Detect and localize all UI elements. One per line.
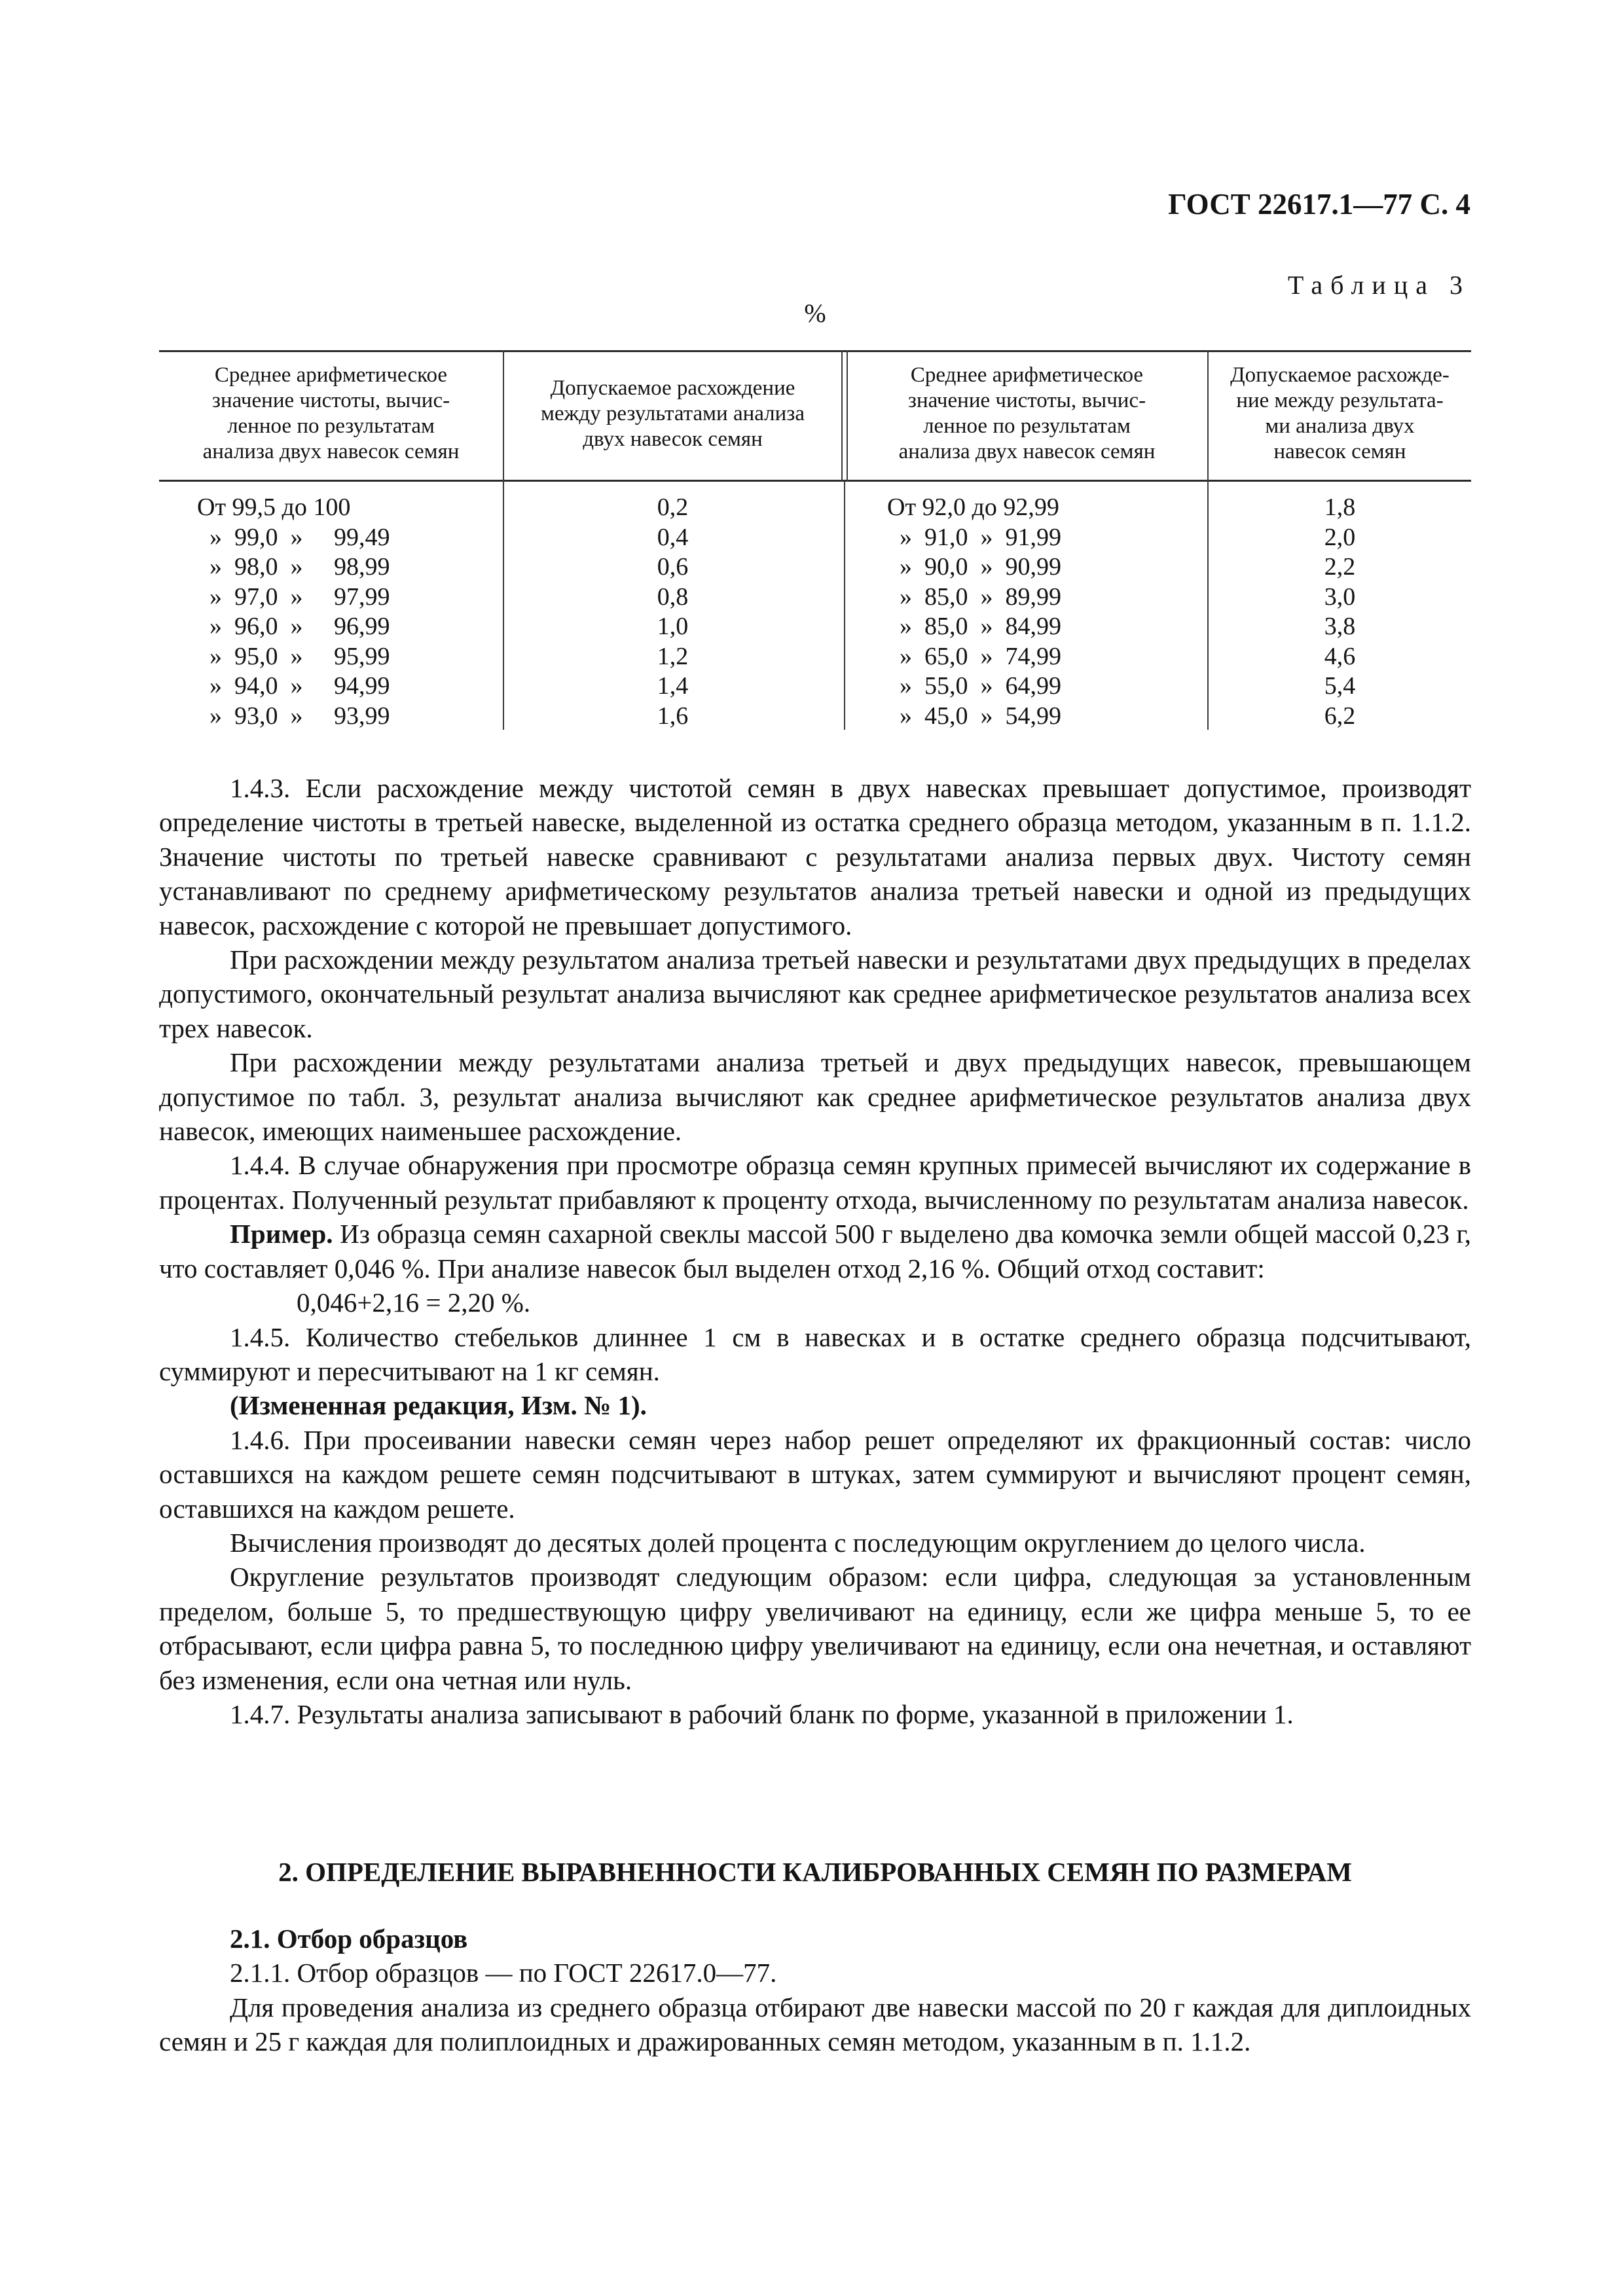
table-cell: 1,4 [657, 672, 689, 700]
header-line: между результатами анализа [540, 401, 805, 425]
table-cell: » 95,0 » 95,99 [197, 642, 390, 670]
table-cell: » 85,0 » 89,99 [887, 583, 1061, 611]
column-left-ranges [197, 493, 498, 731]
paragraph: 1.4.3. Если расхождение между чистотой семян в двух навесках превышает допустимое, производят определение чистоты в третьей навеске, выделенной из остатка среднего образца методом, указанным в п. 1.1.2. Значение чистоты по третьей навеске сравнивают с результатами анализа первых двух. Чистоту семян устанавливают по среднему арифметическому результатов анализа третьей навески и одной из предыдущих навесок, расхождение с которой не превышает допустимого. [159, 773, 1471, 941]
table-cell: » 94,0 » 94,99 [197, 672, 390, 700]
paragraph: 1.4.4. В случае обнаружения при просмотре образца семян крупных примесей вычисляют их содержание в процентах. Полученный результат прибавляют к проценту отхода, вычисленному по результатам анализа навесок. [159, 1150, 1471, 1215]
header-line: ние между результата- [1236, 389, 1444, 412]
table-cell: » 85,0 » 84,99 [887, 613, 1061, 640]
table-cell: 1,8 [1324, 493, 1356, 521]
table-cell: 1,0 [657, 613, 689, 640]
table-cell: 3,0 [1324, 583, 1356, 611]
table-caption: Таблица 3 [1287, 270, 1470, 300]
subsection-title: 2.1. Отбор образцов [230, 1924, 468, 1954]
header-line: ленное по результатам [923, 414, 1131, 438]
table-cell: 3,8 [1324, 613, 1356, 640]
table-cell: От 99,5 до 100 [197, 493, 351, 521]
paragraph: При расхождении между результатом анализа третьей навески и результатами двух предыдущих в пределах допустимого, окончательный результат анализа вычисляют как среднее арифметическое результатов анализа всех трех навесок. [159, 944, 1471, 1043]
column-right-tolerances [1209, 493, 1471, 731]
example-paragraph [159, 1217, 1471, 1285]
paragraph: При расхождении между результатами анализа третьей и двух предыдущих навесок, превышающем допустимое по табл. 3, результат анализа вычисляют как среднее арифметическое результатов анализа двух навесок, имеющих наименьшее расхождение. [159, 1047, 1471, 1147]
table-cell: 0,4 [657, 523, 689, 551]
paragraph: Вычисления производят до десятых долей процента с последующим округлением до целого числа. [230, 1527, 1366, 1558]
header-line: двух навесок семян [583, 427, 763, 451]
table-header-rule [159, 480, 1471, 482]
table-cell: » 90,0 » 90,99 [887, 553, 1061, 581]
header-cell-tolerance-left [504, 350, 841, 477]
header-cell-mean-right [847, 350, 1207, 477]
example-label: Пример. [230, 1219, 333, 1249]
table-cell: » 65,0 » 74,99 [887, 642, 1061, 670]
amendment-note: (Измененная редакция, Изм. № 1). [230, 1390, 647, 1421]
header-line: анализа двух навесок семян [898, 440, 1156, 463]
section-body [159, 1922, 1471, 2059]
paragraph: 2.1.1. Отбор образцов — по ГОСТ 22617.0—77. [230, 1958, 777, 1988]
header-line: Среднее арифметическое [214, 363, 448, 387]
page-header: ГОСТ 22617.1—77 С. 4 [1168, 188, 1470, 221]
table-cell: 2,2 [1324, 553, 1356, 581]
table-cell: 0,2 [657, 493, 689, 521]
column-left-tolerances [504, 493, 841, 731]
table-cell: » 96,0 » 96,99 [197, 613, 390, 640]
table-unit: % [804, 298, 826, 328]
table-cell: 1,6 [657, 702, 689, 730]
example-text: Из образца семян сахарной свеклы массой 500 г выделено два комочка земли общей массой 0,23 г, что составляет 0,046 %. При анализе навесок был выделен отход 2,16 %. Общий отход составит: [159, 1219, 1471, 1283]
header-cell-tolerance-right [1209, 350, 1471, 477]
section-title: 2. ОПРЕДЕЛЕНИЕ ВЫРАВНЕННОСТИ КАЛИБРОВАННЫХ СЕМЯН ПО РАЗМЕРАМ [278, 1857, 1352, 1887]
table-cell: » 98,0 » 98,99 [197, 553, 390, 581]
header-line: Среднее арифметическое [910, 363, 1144, 387]
header-line: навесок семян [1273, 440, 1406, 463]
table-cell: » 91,0 » 91,99 [887, 523, 1061, 551]
header-line: Допускаемое расхожде- [1230, 363, 1450, 387]
paragraph: Округление результатов производят следующим образом: если цифра, следующая за установленным пределом, больше 5, то предшествующую цифру увеличивают на единицу, если же цифра меньше 5, то ее отбрасывают, если цифра равна 5, то последнюю цифру увеличивают на единицу, если она нечетная, и оставляют без изменения, если она четная или нуль. [159, 1562, 1471, 1695]
table-cell: 5,4 [1324, 672, 1356, 700]
header-line: Допускаемое расхождение [550, 376, 795, 400]
paragraph: Для проведения анализа из среднего образца отбирают две навески массой по 20 г каждая для диплоидных семян и 25 г каждая для полиплоидных и дражированных семян методом, указанным в п. 1.1.2. [159, 1992, 1471, 2057]
paragraph: 1.4.7. Результаты анализа записывают в рабочий бланк по форме, указанной в приложении 1. [230, 1698, 1294, 1729]
paragraph: 1.4.6. При просеивании навески семян через набор решет определяют их фракционный состав: число оставшихся на каждом решете семян подсчитывают в штуках, затем суммируют и вычисляют процент семян, оставшихся на каждом решете. [159, 1424, 1471, 1524]
header-line: анализа двух навесок семян [202, 440, 460, 463]
table-cell: От 92,0 до 92,99 [887, 493, 1059, 521]
table-cell: 0,8 [657, 583, 689, 611]
header-line: ми анализа двух [1265, 414, 1415, 438]
formula: 0,046+2,16 = 2,20 %. [297, 1287, 531, 1318]
table-cell: » 97,0 » 97,99 [197, 583, 390, 611]
column-divider [844, 481, 845, 730]
body-text [159, 771, 1471, 1731]
header-line: значение чистоты, вычис- [907, 389, 1146, 412]
tolerance-table [159, 350, 1471, 749]
table-cell: 4,6 [1324, 642, 1356, 670]
column-right-ranges [887, 493, 1201, 731]
table-cell: 2,0 [1324, 523, 1356, 551]
table-cell: » 99,0 » 99,49 [197, 523, 390, 551]
table-cell: » 93,0 » 93,99 [197, 702, 390, 730]
table-cell: 0,6 [657, 553, 689, 581]
table-cell: » 55,0 » 64,99 [887, 672, 1061, 700]
table-cell: 6,2 [1324, 702, 1356, 730]
header-cell-mean-left [159, 350, 503, 477]
table-cell: 1,2 [657, 642, 689, 670]
paragraph: 1.4.5. Количество стебельков длиннее 1 см в навесках и в остатке среднего образца подсчитывают, суммируют и пересчитывают на 1 кг семян. [159, 1321, 1471, 1386]
header-line: значение чистоты, вычис- [211, 389, 450, 412]
table-cell: » 45,0 » 54,99 [887, 702, 1061, 730]
header-line: ленное по результатам [227, 414, 435, 438]
